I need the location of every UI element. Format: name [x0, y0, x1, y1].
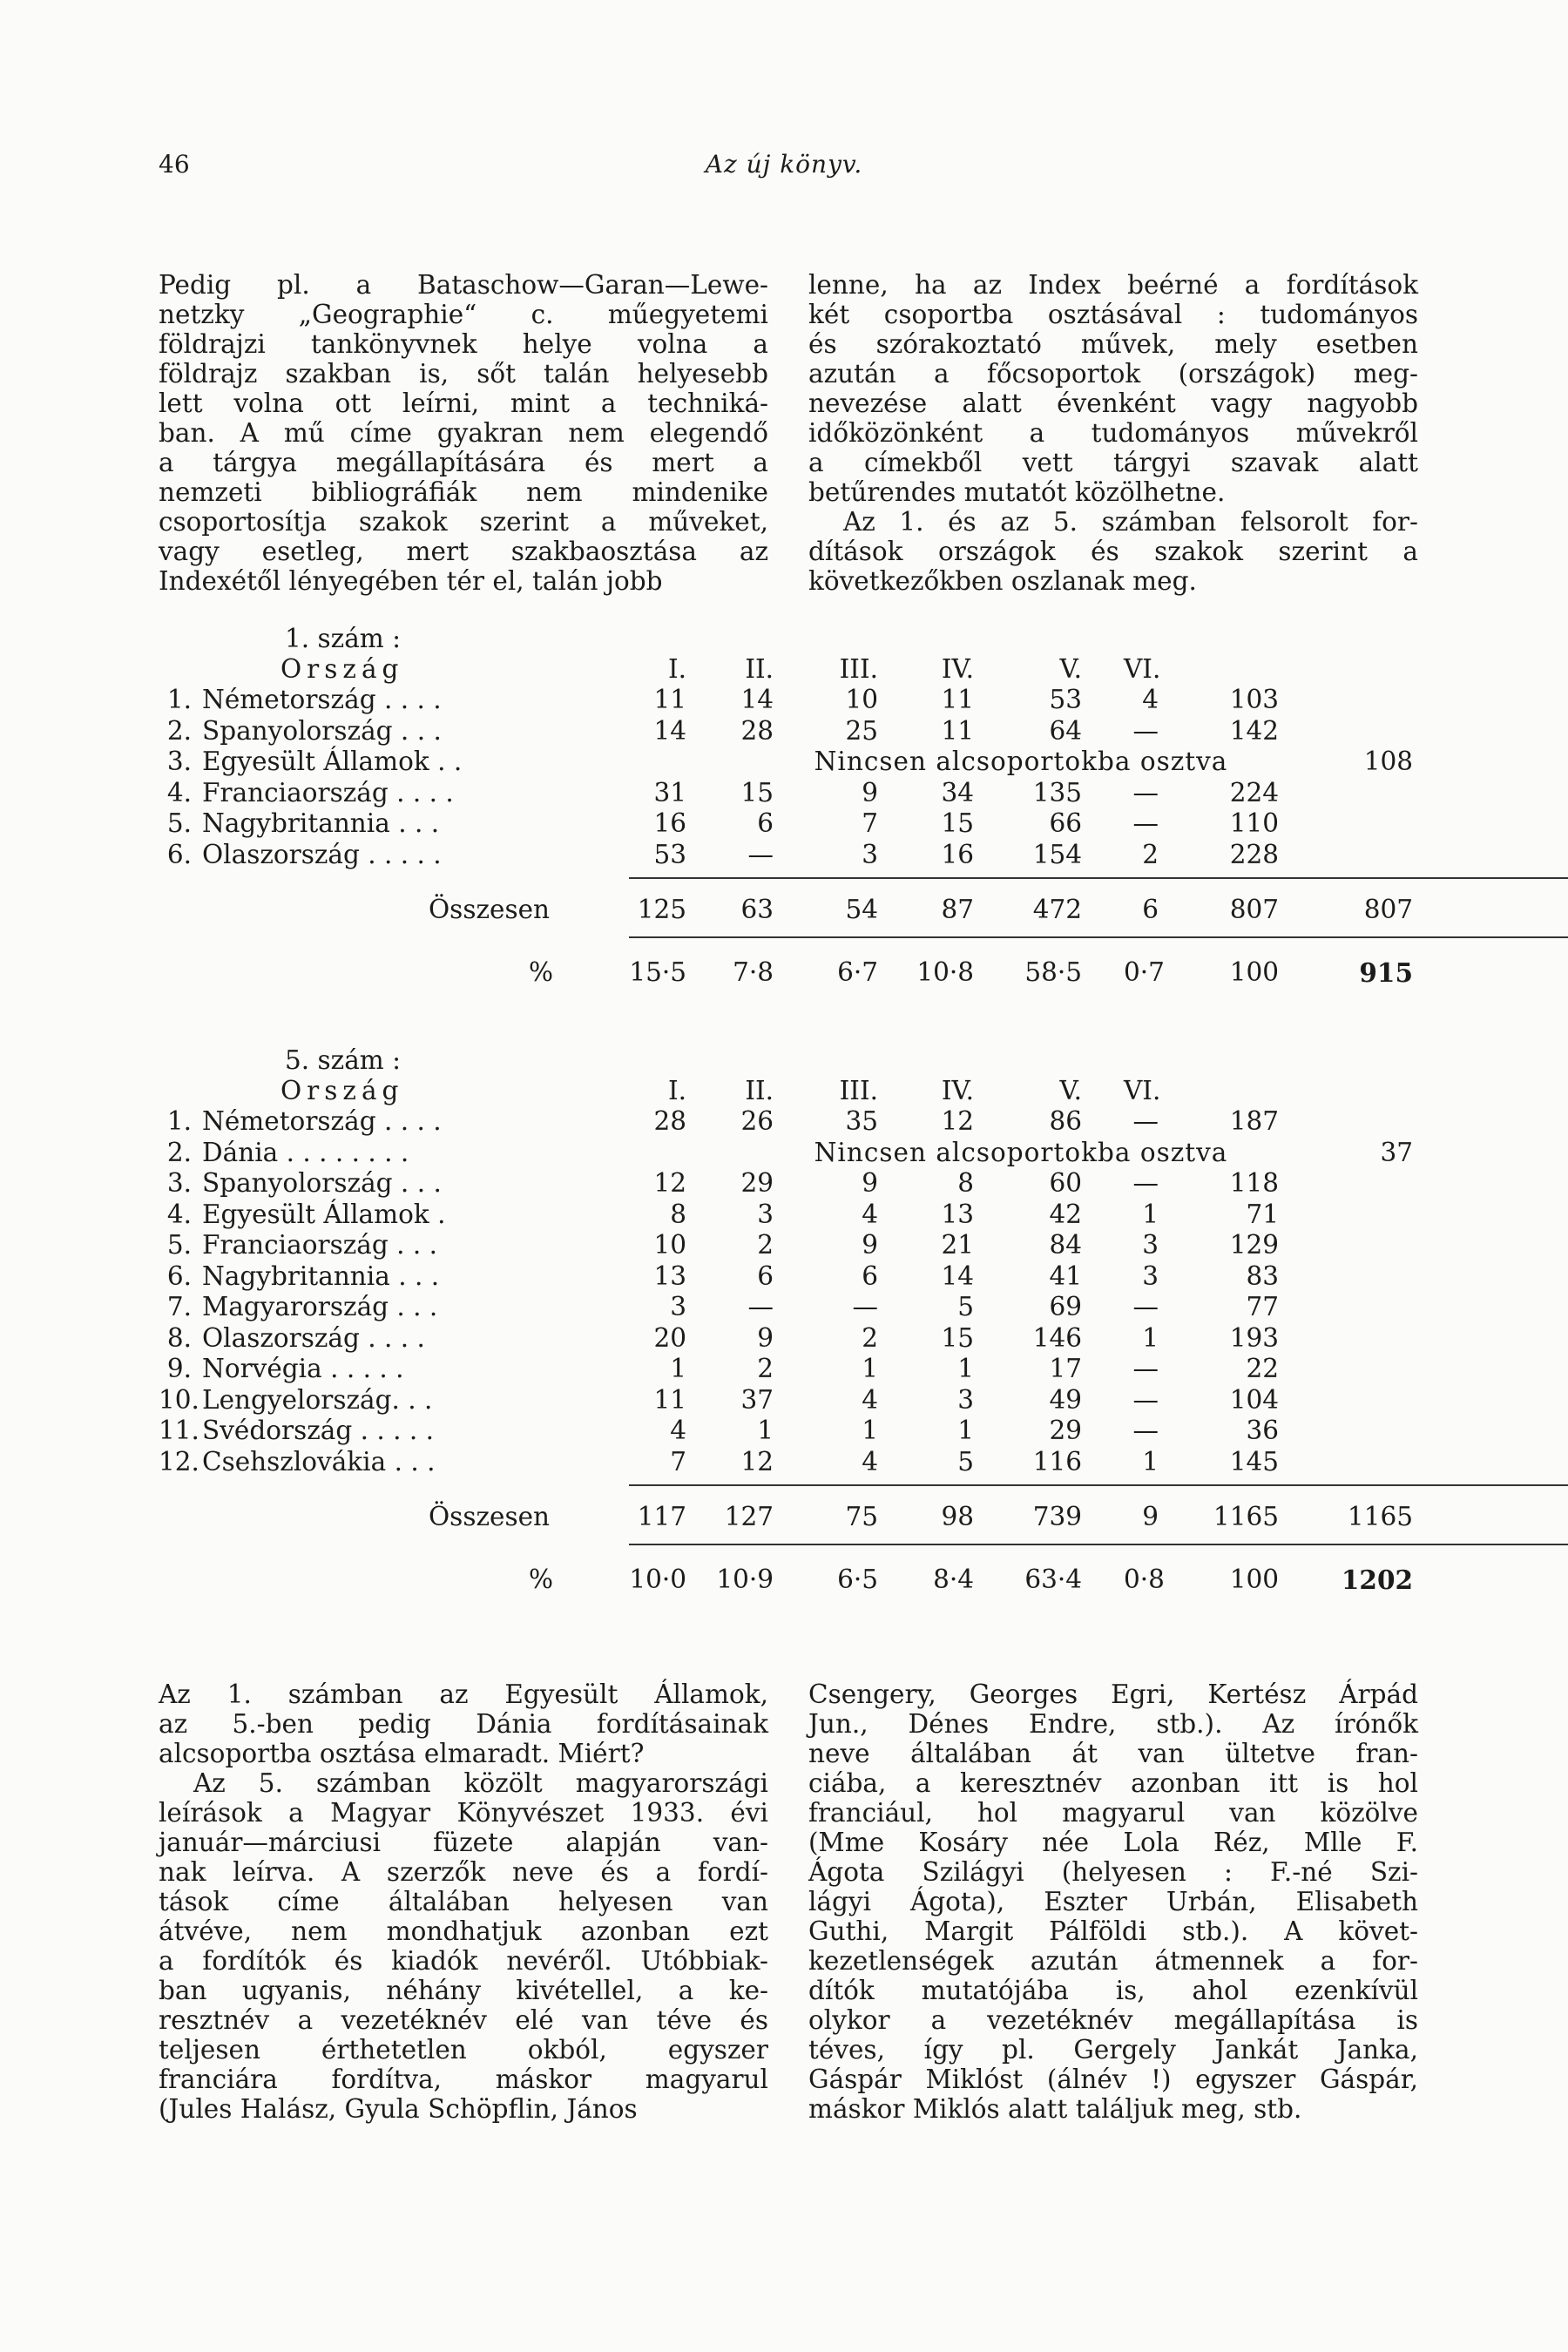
text-line: nak leírva. A szerzők neve és a fordí-	[159, 1857, 768, 1887]
row-index: 5.	[166, 1230, 192, 1260]
no-subgroup-note: Nincsen alcsoportokba osztva	[814, 747, 1228, 776]
value-IV: 8	[957, 1168, 974, 1198]
text-line: Az 5. számban közölt magyarországi	[193, 1768, 768, 1798]
row-total: 37	[1380, 1137, 1413, 1167]
value-II: —	[747, 1292, 774, 1321]
value-V: 53	[1049, 685, 1082, 714]
percent-III: 6·7	[837, 957, 878, 987]
country-column-label: Ország	[280, 654, 404, 684]
value-I: 10	[653, 1230, 686, 1260]
row-total: 187	[1229, 1106, 1279, 1136]
value-II: 2	[757, 1354, 774, 1383]
text-line: Gáspár Miklóst (álnév !) egyszer Gáspár,	[808, 2065, 1418, 2094]
country-name: Csehszlovákia . . .	[202, 1446, 436, 1477]
value-II: 37	[740, 1384, 774, 1415]
text-line: földrajzi tankönyvnek helye volna a	[159, 329, 768, 359]
row-index: 5.	[166, 808, 192, 838]
value-VI: 1	[1142, 1199, 1159, 1229]
column-header: VI.	[1124, 1076, 1161, 1105]
country-name: Dánia . . . . . . . .	[202, 1137, 409, 1167]
value-VI: 4	[1142, 685, 1159, 714]
row-index: 2.	[166, 715, 192, 746]
value-V: 17	[1049, 1354, 1082, 1383]
value-I: 4	[670, 1416, 686, 1445]
value-V: 86	[1049, 1106, 1082, 1136]
divider	[629, 936, 1568, 938]
value-III: 6	[862, 1260, 878, 1291]
intro-right-column	[808, 270, 1418, 596]
value-II: 14	[740, 685, 774, 714]
value-I: 14	[653, 715, 686, 746]
text-line: neve általában át van ültetve fran-	[808, 1739, 1418, 1768]
column-header: I.	[667, 654, 686, 684]
table-row	[159, 1261, 1422, 1293]
percent-grand: 1202	[1341, 1565, 1413, 1595]
value-V: 64	[1049, 715, 1082, 746]
value-V: 29	[1049, 1416, 1082, 1445]
text-line: ban ugyanis, néhány kivétellel, a ke-	[159, 1976, 768, 2005]
value-I: 53	[653, 839, 686, 869]
text-line: nemzeti bibliográfiák nem mindenike	[159, 477, 768, 507]
text-line: Pedig pl. a Bataschow—Garan—Lewe-	[159, 270, 768, 300]
value-III: —	[852, 1292, 878, 1321]
country-name: Franciaország . . .	[202, 1230, 437, 1260]
value-VI: —	[1132, 1168, 1159, 1198]
percent-IV: 8·4	[933, 1565, 974, 1594]
column-header: IV.	[941, 654, 974, 684]
value-IV: 15	[941, 1322, 974, 1353]
table-number-label: 1. szám :	[285, 624, 402, 653]
text-line: ciába, a keresztnév azonban itt is hol	[808, 1768, 1418, 1798]
sum-IV: 87	[941, 895, 974, 924]
table-number-label: 5. szám :	[285, 1045, 402, 1075]
sum-label: Összesen	[429, 895, 551, 924]
row-index: 1.	[166, 1106, 192, 1136]
value-VI: —	[1132, 808, 1159, 838]
text-line: tások címe általában helyesen van	[159, 1887, 768, 1916]
table-row	[159, 1106, 1422, 1138]
value-III: 1	[862, 1416, 878, 1445]
sum-total: 1165	[1213, 1502, 1279, 1531]
value-V: 69	[1049, 1292, 1082, 1321]
table-row	[159, 1200, 1422, 1231]
journal-title: Az új könyv.	[705, 150, 863, 179]
text-line: azután a főcsoportok (országok) meg-	[808, 359, 1418, 389]
text-line: betűrendes mutatót közölhetne.	[808, 477, 1226, 507]
sum-IV: 98	[941, 1502, 974, 1531]
table-row	[159, 1230, 1422, 1261]
value-IV: 1	[957, 1416, 974, 1445]
intro-left-column	[159, 270, 768, 596]
value-II: 3	[757, 1199, 774, 1229]
text-line: (Mme Kosáry née Lola Réz, Mlle F.	[808, 1828, 1418, 1857]
row-total: 83	[1246, 1260, 1279, 1291]
table-1	[159, 624, 1422, 996]
text-line: az 5.-ben pedig Dánia fordításainak	[159, 1709, 768, 1739]
percent-total: 100	[1229, 957, 1279, 987]
text-line: Guthi, Margit Pálföldi stb.). A követ-	[808, 1916, 1418, 1946]
column-header: III.	[839, 1076, 878, 1105]
percent-V: 63·4	[1024, 1565, 1082, 1594]
value-VI: —	[1132, 715, 1159, 746]
text-line: ban. A mű címe gyakran nem elegendő	[159, 418, 768, 448]
value-III: 35	[845, 1106, 878, 1136]
text-line: teljesen érthetetlen okból, egyszer	[159, 2035, 768, 2065]
value-III: 9	[862, 1230, 878, 1260]
value-III: 1	[862, 1354, 878, 1383]
text-line: nevezése alatt évenként vagy nagyobb	[808, 389, 1418, 418]
value-III: 3	[862, 839, 878, 869]
row-index: 8.	[166, 1322, 192, 1353]
value-IV: 34	[941, 777, 974, 808]
row-index: 2.	[166, 1137, 192, 1167]
percent-V: 58·5	[1024, 957, 1082, 987]
value-III: 4	[862, 1384, 878, 1415]
value-IV: 11	[941, 715, 974, 746]
table-row	[159, 1385, 1422, 1416]
text-line: lett volna ott leírni, mint a techniká-	[159, 389, 768, 418]
value-I: 7	[670, 1446, 686, 1477]
text-line: földrajz szakban is, sőt talán helyesebb	[159, 359, 768, 389]
sum-row	[159, 882, 1422, 935]
value-IV: 5	[957, 1446, 974, 1477]
percent-VI: 0·8	[1124, 1565, 1165, 1594]
value-VI: 1	[1142, 1446, 1159, 1477]
value-III: 10	[845, 685, 878, 714]
value-I: 12	[653, 1168, 686, 1198]
value-V: 49	[1049, 1384, 1082, 1415]
value-II: 12	[740, 1446, 774, 1477]
page-number: 46	[159, 150, 190, 179]
value-V: 60	[1049, 1168, 1082, 1198]
text-line: leírások a Magyar Könyvészet 1933. évi	[159, 1798, 768, 1828]
page-header	[159, 150, 1409, 185]
value-I: 16	[653, 808, 686, 838]
country-name: Magyarország . . .	[202, 1292, 438, 1321]
percent-I: 15·5	[629, 957, 686, 987]
value-I: 31	[653, 777, 686, 808]
country-name: Svédország . . . . .	[202, 1416, 435, 1445]
text-line: a fordítók és kiadók nevéről. Utóbbiak-	[159, 1946, 768, 1976]
row-index: 11.	[159, 1416, 199, 1445]
value-VI: 2	[1142, 839, 1159, 869]
value-I: 13	[653, 1260, 686, 1291]
sum-label: Összesen	[429, 1502, 551, 1531]
country-name: Egyesült Államok . .	[202, 747, 463, 776]
text-line: máskor Miklós alatt találjuk meg, stb.	[808, 2094, 1302, 2124]
text-line: csoportosítja szakok szerint a műveket,	[159, 507, 768, 537]
sum-V: 739	[1032, 1502, 1082, 1531]
value-VI: 3	[1142, 1260, 1159, 1291]
text-line: kezetlenségek azután átmennek a for-	[808, 1946, 1418, 1976]
sum-VI: 6	[1142, 895, 1159, 924]
value-IV: 11	[941, 685, 974, 714]
row-total: 22	[1246, 1354, 1279, 1383]
column-header: III.	[839, 654, 878, 684]
value-I: 20	[653, 1322, 686, 1353]
text-line: következőkben oszlanak meg.	[808, 566, 1197, 596]
row-total: 224	[1229, 777, 1279, 808]
value-V: 66	[1049, 808, 1082, 838]
row-total: 142	[1229, 715, 1279, 746]
text-line: két csoportba osztásával : tudományos	[808, 300, 1418, 329]
table-row	[159, 840, 1422, 871]
country-name: Németország . . . .	[202, 1106, 442, 1136]
divider	[629, 877, 1568, 879]
sum-V: 472	[1032, 895, 1082, 924]
percent-II: 10·9	[716, 1565, 774, 1594]
value-VI: —	[1132, 1106, 1159, 1136]
table-row	[159, 808, 1422, 840]
text-line: január—márciusi füzete alapján van-	[159, 1828, 768, 1857]
value-II: 6	[757, 1260, 774, 1291]
country-column-label: Ország	[280, 1076, 404, 1105]
value-IV: 12	[941, 1106, 974, 1136]
text-line: Az 1. és az 5. számban felsorolt for-	[843, 507, 1418, 537]
text-line: (Jules Halász, Gyula Schöpflin, János	[159, 2094, 638, 2124]
column-header: V.	[1059, 654, 1082, 684]
row-index: 7.	[166, 1292, 192, 1321]
row-index: 1.	[166, 685, 192, 714]
value-III: 7	[862, 808, 878, 838]
value-V: 84	[1049, 1230, 1082, 1260]
text-line: Csengery, Georges Egri, Kertész Árpád	[808, 1680, 1418, 1709]
text-line: a címekből vett tárgyi szavak alatt	[808, 448, 1418, 477]
percent-grand: 915	[1359, 957, 1413, 988]
table-row	[159, 1168, 1422, 1200]
row-total: 110	[1229, 808, 1279, 838]
value-VI: —	[1132, 1384, 1159, 1415]
value-II: —	[747, 839, 774, 869]
value-II: 1	[757, 1416, 774, 1445]
value-I: 8	[670, 1199, 686, 1229]
value-I: 11	[653, 685, 686, 714]
table-row	[159, 1416, 1422, 1447]
value-IV: 15	[941, 808, 974, 838]
percent-row	[159, 943, 1422, 996]
value-II: 6	[757, 808, 774, 838]
row-total: 104	[1229, 1384, 1279, 1415]
column-header: V.	[1059, 1076, 1082, 1105]
text-line: dítások országok és szakok szerint a	[808, 537, 1418, 566]
value-V: 154	[1032, 839, 1082, 869]
country-name: Németország . . . .	[202, 685, 442, 714]
country-name: Lengyelország. . .	[202, 1384, 433, 1415]
sum-III: 75	[845, 1502, 878, 1531]
text-line: időközönként a tudományos művekről	[808, 418, 1418, 448]
value-VI: 3	[1142, 1230, 1159, 1260]
row-index: 9.	[166, 1354, 192, 1383]
percent-III: 6·5	[837, 1565, 878, 1594]
row-index: 4.	[166, 1199, 192, 1229]
sum-grand: 1165	[1347, 1502, 1413, 1531]
value-I: 28	[653, 1106, 686, 1136]
sum-II: 63	[740, 895, 774, 924]
text-line: dítók mutatójába is, ahol ezenkívül	[808, 1976, 1418, 2005]
percent-I: 10·0	[629, 1565, 686, 1594]
sum-row	[159, 1490, 1422, 1542]
value-IV: 5	[957, 1292, 974, 1321]
column-header: I.	[667, 1076, 686, 1105]
value-VI: —	[1132, 1292, 1159, 1321]
value-II: 29	[740, 1168, 774, 1198]
row-total: 193	[1229, 1322, 1279, 1353]
text-line: Indexétől lényegében tér el, talán jobb	[159, 566, 663, 596]
text-line: a tárgya megállapítására és mert a	[159, 448, 768, 477]
value-V: 146	[1032, 1322, 1082, 1353]
sum-I: 125	[637, 895, 686, 924]
value-I: 11	[653, 1384, 686, 1415]
text-line: Ágota Szilágyi (helyesen : F.-né Szi-	[808, 1857, 1418, 1887]
country-name: Spanyolország . . .	[202, 1168, 442, 1198]
text-line: és szórakoztató művek, mely esetben	[808, 329, 1418, 359]
row-index: 6.	[166, 1260, 192, 1291]
country-name: Egyesült Államok .	[202, 1199, 446, 1229]
value-I: 1	[670, 1354, 686, 1383]
country-name: Franciaország . . . .	[202, 777, 454, 808]
text-line: franciára fordítva, máskor magyarul	[159, 2065, 768, 2094]
value-II: 9	[757, 1322, 774, 1353]
sum-total: 807	[1229, 895, 1279, 924]
percent-VI: 0·7	[1124, 957, 1165, 987]
value-I: 3	[670, 1292, 686, 1321]
value-IV: 13	[941, 1199, 974, 1229]
value-VI: —	[1132, 1416, 1159, 1445]
sum-I: 117	[637, 1502, 686, 1531]
table-row	[159, 1323, 1422, 1355]
country-name: Spanyolország . . .	[202, 715, 442, 746]
text-line: téves, így pl. Gergely Jankát Janka,	[808, 2035, 1418, 2065]
table-row	[159, 716, 1422, 747]
value-V: 41	[1049, 1260, 1082, 1291]
text-line: átvéve, nem mondhatjuk azonban ezt	[159, 1916, 768, 1946]
row-total: 118	[1229, 1168, 1279, 1198]
percent-IV: 10·8	[916, 957, 974, 987]
row-total: 103	[1229, 685, 1279, 714]
value-III: 9	[862, 777, 878, 808]
text-line: resztnév a vezetéknév elé van téve és	[159, 2005, 768, 2035]
row-total: 36	[1246, 1416, 1279, 1445]
row-index: 6.	[166, 839, 192, 869]
country-name: Olaszország . . . . .	[202, 839, 442, 869]
text-line: Jun., Dénes Endre, stb.). Az írónők	[808, 1709, 1418, 1739]
value-VI: —	[1132, 777, 1159, 808]
percent-row	[159, 1551, 1422, 1603]
text-line: lágyi Ágota), Eszter Urbán, Elisabeth	[808, 1887, 1418, 1916]
percent-total: 100	[1229, 1565, 1279, 1594]
value-III: 25	[845, 715, 878, 746]
row-total: 108	[1363, 747, 1413, 776]
percent-II: 7·8	[733, 957, 774, 987]
row-index: 3.	[166, 1168, 192, 1198]
column-header: II.	[745, 654, 774, 684]
outro-left-column	[159, 1680, 768, 2124]
value-III: 4	[862, 1446, 878, 1477]
table-header	[159, 1045, 1422, 1106]
table-row	[159, 1138, 1422, 1169]
percent-label: %	[529, 957, 554, 987]
sum-grand: 807	[1363, 895, 1413, 924]
country-name: Nagybritannia . . .	[202, 1260, 440, 1291]
text-line: vagy esetleg, mert szakbaosztása az	[159, 537, 768, 566]
divider	[629, 1484, 1568, 1486]
sum-II: 127	[724, 1502, 774, 1531]
row-index: 10.	[159, 1384, 199, 1415]
value-IV: 16	[941, 839, 974, 869]
text-line: olykor a vezetéknév megállapítása is	[808, 2005, 1418, 2035]
country-name: Norvégia . . . . .	[202, 1354, 404, 1383]
column-header: IV.	[941, 1076, 974, 1105]
country-name: Olaszország . . . .	[202, 1322, 425, 1353]
table-row	[159, 778, 1422, 809]
value-II: 28	[740, 715, 774, 746]
row-index: 3.	[166, 747, 192, 776]
text-line: franciául, hol magyarul van közölve	[808, 1798, 1418, 1828]
table-5	[159, 1045, 1422, 1603]
value-IV: 3	[957, 1384, 974, 1415]
table-row	[159, 1354, 1422, 1385]
country-name: Nagybritannia . . .	[202, 808, 440, 838]
column-header: VI.	[1124, 654, 1161, 684]
divider	[629, 1544, 1568, 1545]
value-VI: 1	[1142, 1322, 1159, 1353]
table-row	[159, 747, 1422, 778]
value-IV: 1	[957, 1354, 974, 1383]
row-total: 129	[1229, 1230, 1279, 1260]
text-line: lenne, ha az Index beérné a fordítások	[808, 270, 1418, 300]
row-index: 4.	[166, 777, 192, 808]
value-V: 42	[1049, 1199, 1082, 1229]
sum-VI: 9	[1142, 1502, 1159, 1531]
text-line: netzky „Geographie“ c. műegyetemi	[159, 300, 768, 329]
value-IV: 21	[941, 1230, 974, 1260]
value-V: 135	[1032, 777, 1082, 808]
outro-right-column	[808, 1680, 1418, 2124]
row-total: 228	[1229, 839, 1279, 869]
row-total: 145	[1229, 1446, 1279, 1477]
table-row	[159, 1292, 1422, 1323]
value-II: 26	[740, 1106, 774, 1136]
row-index: 12.	[159, 1446, 199, 1477]
row-total: 71	[1246, 1199, 1279, 1229]
value-II: 2	[757, 1230, 774, 1260]
sum-III: 54	[845, 895, 878, 924]
table-row	[159, 685, 1422, 716]
column-header: II.	[745, 1076, 774, 1105]
row-total: 77	[1246, 1292, 1279, 1321]
percent-label: %	[529, 1565, 554, 1594]
no-subgroup-note: Nincsen alcsoportokba osztva	[814, 1137, 1228, 1167]
value-VI: —	[1132, 1354, 1159, 1383]
value-III: 2	[862, 1322, 878, 1353]
value-III: 4	[862, 1199, 878, 1229]
value-II: 15	[740, 777, 774, 808]
table-row	[159, 1447, 1422, 1478]
value-III: 9	[862, 1168, 878, 1198]
text-line: alcsoportba osztása elmaradt. Miért?	[159, 1739, 645, 1768]
value-V: 116	[1032, 1446, 1082, 1477]
table-header	[159, 624, 1422, 685]
value-IV: 14	[941, 1260, 974, 1291]
text-line: Az 1. számban az Egyesült Államok,	[159, 1680, 768, 1709]
